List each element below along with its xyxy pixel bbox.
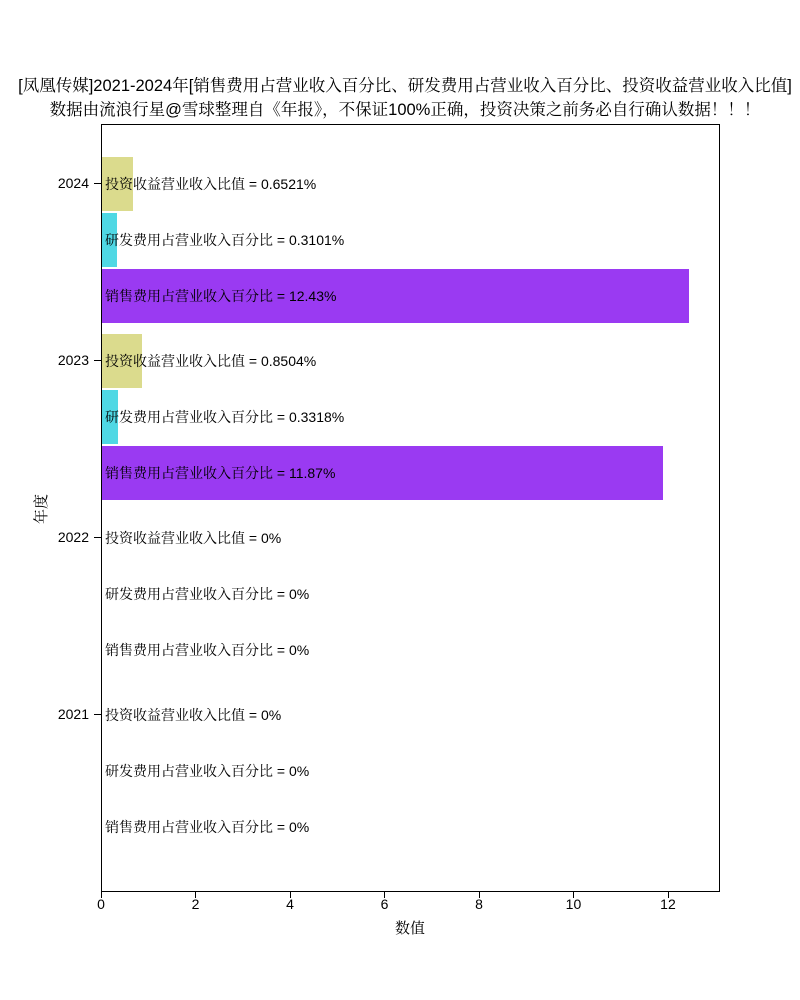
bar-label: 研发费用占营业收入百分比 = 0.3101% <box>105 232 345 248</box>
bar-label: 销售费用占营业收入百分比 = 12.43% <box>105 288 337 304</box>
chart-title: [凤凰传媒]2021-2024年[销售费用占营业收入百分比、研发费用占营业收入百分比、投资收益营业收入比值] <box>18 77 792 95</box>
y-tick-label: 2023 <box>57 352 89 368</box>
x-tick-label: 12 <box>660 896 676 912</box>
x-tick-label: 10 <box>565 896 582 912</box>
bar-label: 研发费用占营业收入百分比 = 0% <box>105 586 310 602</box>
y-axis-label: 年度 <box>33 494 50 525</box>
bar-label: 投资收益营业收入比值 = 0.8504% <box>105 353 317 369</box>
bar-label: 研发费用占营业收入百分比 = 0% <box>105 763 310 779</box>
y-tick-mark <box>94 183 101 184</box>
y-tick-mark <box>94 714 101 715</box>
bar-label: 销售费用占营业收入百分比 = 0% <box>105 819 310 835</box>
y-tick-mark <box>94 360 101 361</box>
bar-label: 研发费用占营业收入百分比 = 0.3318% <box>105 409 345 425</box>
x-tick-label: 4 <box>286 896 294 912</box>
x-tick-label: 8 <box>475 896 483 912</box>
plot-area <box>101 124 720 892</box>
bar-label: 销售费用占营业收入百分比 = 0% <box>105 642 310 658</box>
x-axis-label: 数值 <box>394 920 425 937</box>
y-tick-label: 2022 <box>57 529 89 545</box>
y-tick-label: 2021 <box>57 706 89 722</box>
bar-label: 销售费用占营业收入百分比 = 11.87% <box>105 465 336 481</box>
bar-label: 投资收益营业收入比值 = 0% <box>105 707 282 723</box>
y-tick-mark <box>94 537 101 538</box>
x-tick-label: 6 <box>380 896 389 912</box>
y-tick-label: 2024 <box>57 175 89 191</box>
bar-label: 投资收益营业收入比值 = 0% <box>105 530 282 546</box>
x-tick-label: 2 <box>191 896 200 912</box>
chart-subtitle: 数据由流浪行星@雪球整理自《年报》，不保证100%正确，投资决策之前务必自行确认数据！！！ <box>49 101 761 119</box>
x-tick-label: 0 <box>97 896 105 912</box>
bar-label: 投资收益营业收入比值 = 0.6521% <box>105 176 317 192</box>
